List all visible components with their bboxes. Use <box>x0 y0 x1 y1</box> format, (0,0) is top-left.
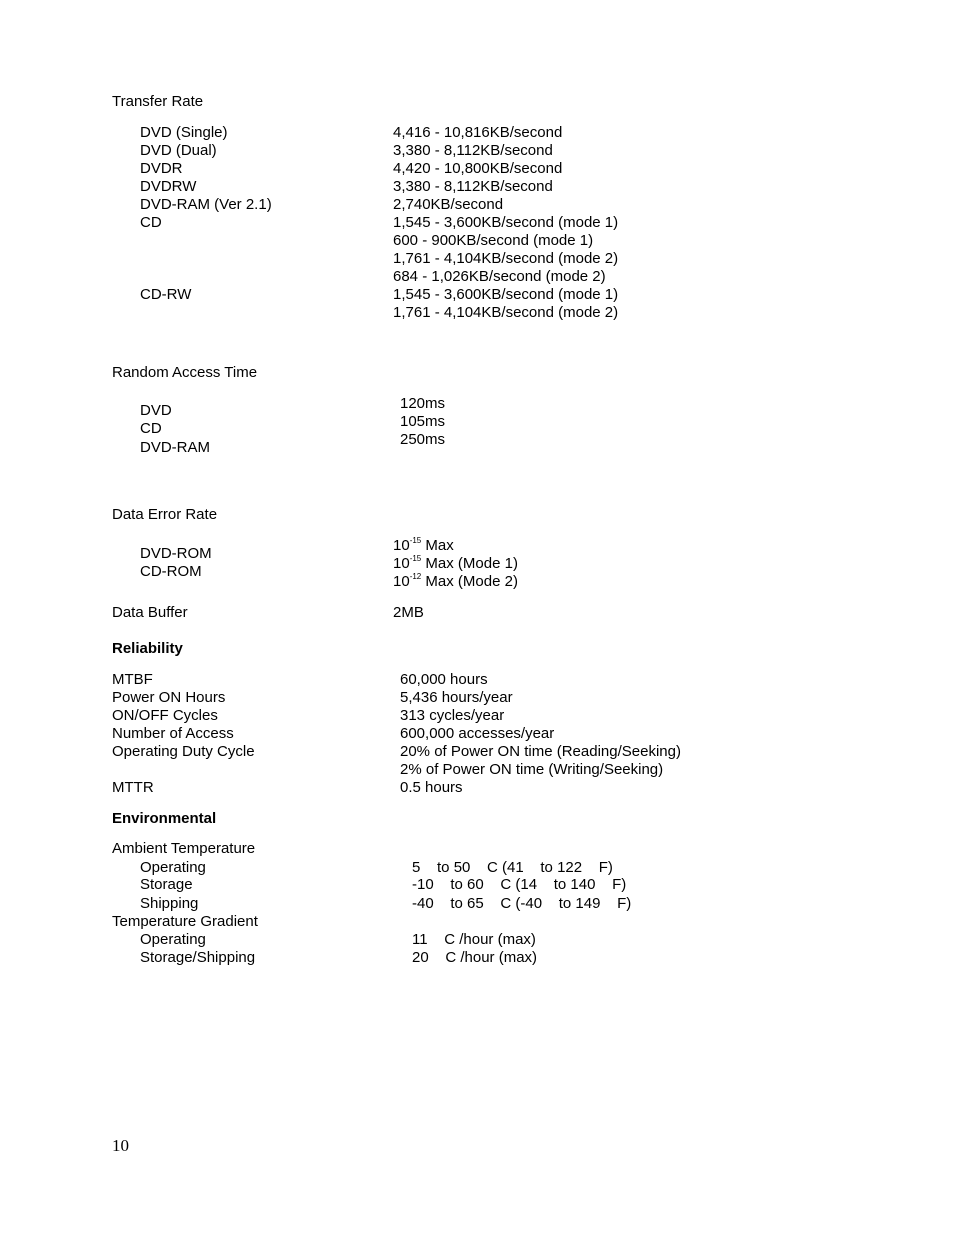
reliability-value: 2% of Power ON time (Writing/Seeking) <box>400 761 664 778</box>
access-label-dvd: DVD <box>140 402 172 419</box>
reliability-value: 5,436 hours/year <box>400 689 513 706</box>
transfer-value: 600 - 900KB/second (mode 1) <box>393 232 594 249</box>
temperature-gradient-label: Temperature Gradient <box>112 913 258 930</box>
transfer-label-dvd-ram: DVD-RAM (Ver 2.1) <box>140 196 272 213</box>
transfer-value: 3,380 - 8,112KB/second <box>393 178 553 195</box>
data-buffer-value: 2MB <box>393 604 424 621</box>
reliability-label-duty-cycle: Operating Duty Cycle <box>112 743 255 760</box>
ambient-label-shipping: Shipping <box>140 895 199 912</box>
reliability-value: 20% of Power ON time (Reading/Seeking) <box>400 743 681 760</box>
transfer-value: 3,380 - 8,112KB/second <box>393 142 553 159</box>
ambient-value: -40 to 65 C (-40 to 149 F) <box>412 895 632 912</box>
gradient-label-storage-shipping: Storage/Shipping <box>140 949 256 966</box>
transfer-value: 684 - 1,026KB/second (mode 2) <box>393 268 606 285</box>
access-value: 250ms <box>400 431 446 448</box>
transfer-label-dvdrw: DVDRW <box>140 178 197 195</box>
ambient-label-storage: Storage <box>140 876 193 893</box>
transfer-value: 1,545 - 3,600KB/second (mode 1) <box>393 214 619 231</box>
reliability-value: 60,000 hours <box>400 671 488 688</box>
reliability-label-on-off-cycles: ON/OFF Cycles <box>112 707 218 724</box>
exponent: -15 <box>409 554 422 563</box>
transfer-label-dvdr: DVDR <box>140 160 183 177</box>
transfer-value: 2,740KB/second <box>393 196 504 213</box>
error-value: $10^{-12}$ Max (Mode 2) <box>393 572 518 590</box>
exponent: -15 <box>409 536 422 545</box>
reliability-value: 313 cycles/year <box>400 707 505 724</box>
environmental-heading: Environmental <box>112 810 217 827</box>
transfer-value: 4,420 - 10,800KB/second <box>393 160 563 177</box>
ambient-label-operating: Operating <box>140 859 206 876</box>
reliability-label-number-of-access: Number of Access <box>112 725 234 742</box>
error-value: $10^{-15}$ Max <box>393 536 454 554</box>
reliability-label-power-on-hours: Power ON Hours <box>112 689 226 706</box>
transfer-rate-heading: Transfer Rate <box>112 93 204 110</box>
reliability-value: 600,000 accesses/year <box>400 725 555 742</box>
transfer-label-cd-rw: CD-RW <box>140 286 192 303</box>
error-value: $10^{-15}$ Max (Mode 1) <box>393 554 518 572</box>
transfer-label-dvd-dual: DVD (Dual) <box>140 142 217 159</box>
ambient-temperature-label: Ambient Temperature <box>112 840 256 857</box>
page-number: 10 <box>112 1136 129 1155</box>
ambient-value: -10 to 60 C (14 to 140 F) <box>412 876 627 893</box>
data-error-heading: Data Error Rate <box>112 506 218 523</box>
transfer-label-cd: CD <box>140 214 162 231</box>
reliability-value: 0.5 hours <box>400 779 463 796</box>
transfer-value: 1,545 - 3,600KB/second (mode 1) <box>393 286 619 303</box>
access-label-cd: CD <box>140 420 162 437</box>
transfer-label-dvd-single: DVD (Single) <box>140 124 228 141</box>
reliability-heading: Reliability <box>112 640 183 657</box>
error-label-dvd-rom: DVD-ROM <box>140 545 212 562</box>
random-access-heading: Random Access Time <box>112 364 258 381</box>
gradient-value: 11 C /hour (max) <box>412 931 536 948</box>
access-value: 120ms <box>400 395 446 412</box>
error-label-cd-rom: CD-ROM <box>140 563 202 580</box>
gradient-value: 20 C /hour (max) <box>412 949 538 966</box>
access-label-dvd-ram: DVD-RAM <box>140 439 210 456</box>
exponent: -12 <box>409 572 422 581</box>
transfer-value: 4,416 - 10,816KB/second <box>393 124 563 141</box>
reliability-label-mtbf: MTBF <box>112 671 153 688</box>
ambient-value: 5 to 50 C (41 to 122 F) <box>412 859 613 876</box>
gradient-label-operating: Operating <box>140 931 206 948</box>
transfer-value: 1,761 - 4,104KB/second (mode 2) <box>393 250 619 267</box>
data-buffer-label: Data Buffer <box>112 604 188 621</box>
reliability-label-mttr: MTTR <box>112 779 154 796</box>
transfer-value: 1,761 - 4,104KB/second (mode 2) <box>393 304 619 321</box>
access-value: 105ms <box>400 413 446 430</box>
